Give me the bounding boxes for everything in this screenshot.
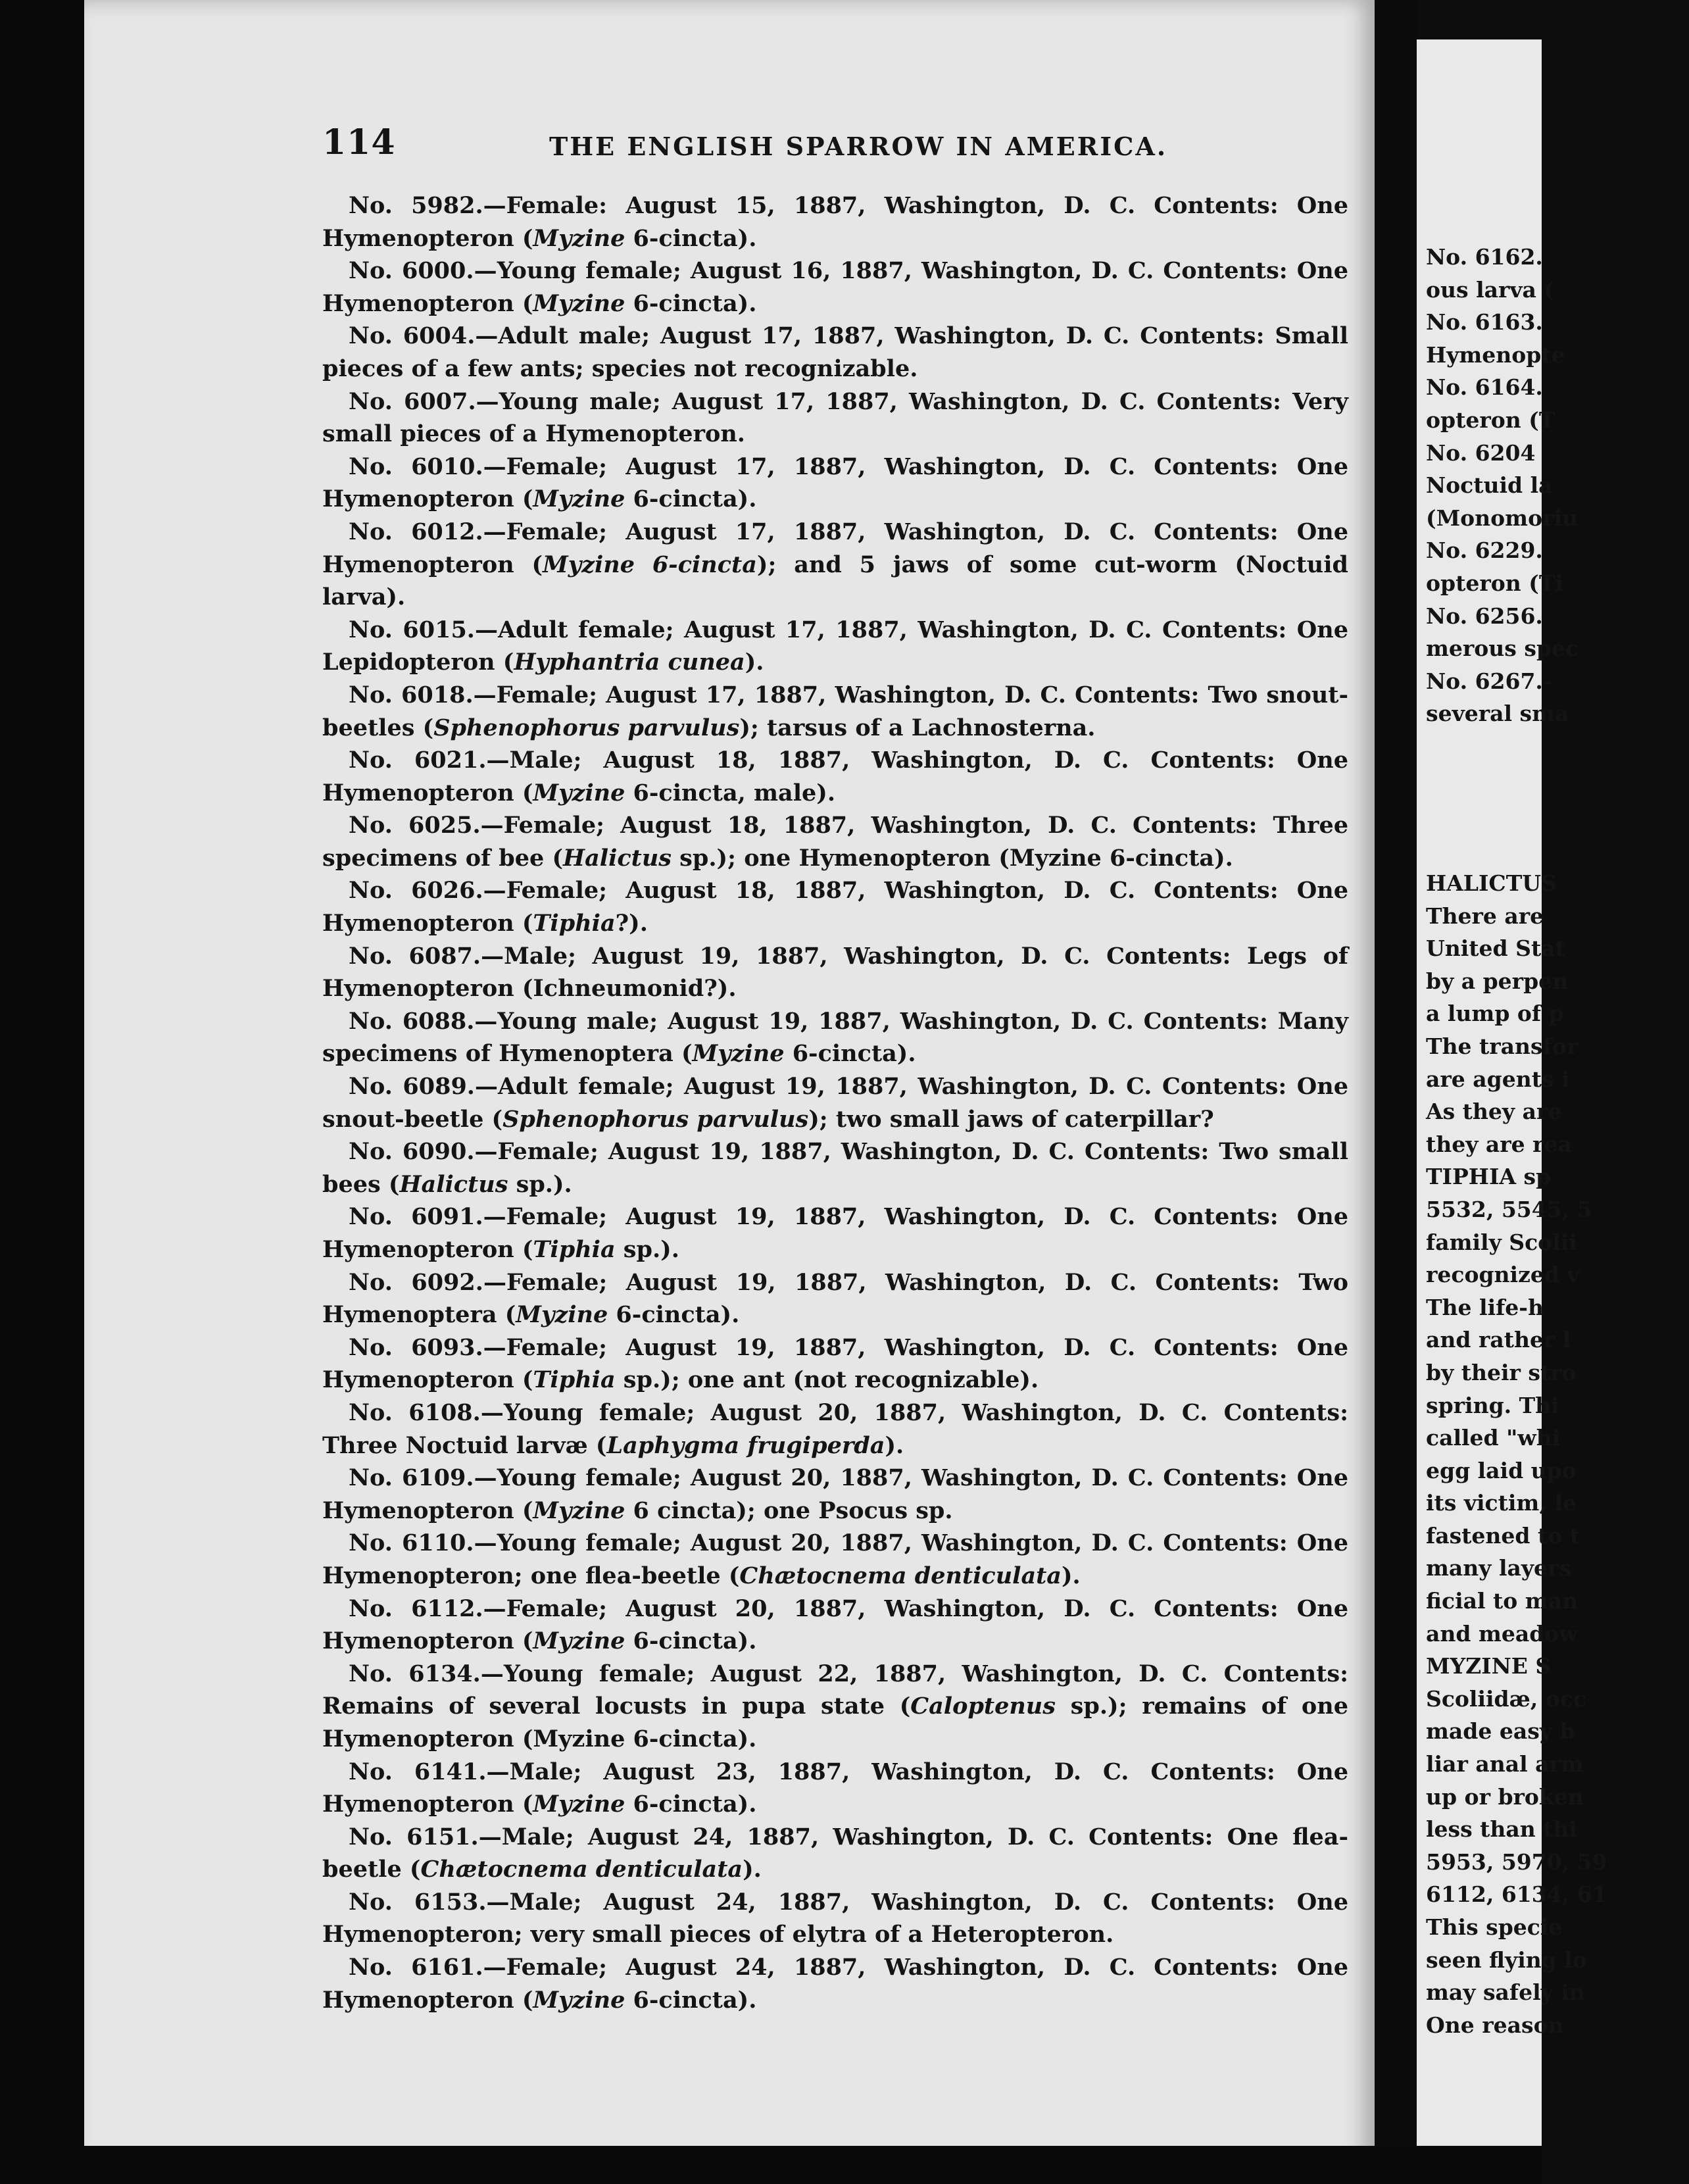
adjacent-line: No. 6204 [1426, 439, 1536, 466]
entry-text: No. 6134.—Young female; August 22, 1887, Washington, D. C. Contents: Remains of several locusts in pupa state ( [322, 1660, 1348, 1720]
adjacent-line: No. 6162. [1426, 244, 1543, 270]
adjacent-page [1417, 39, 1607, 2184]
specimen-entry [322, 1886, 1348, 1951]
page-header [322, 122, 1348, 175]
adjacent-line: The transfor [1426, 1033, 1579, 1059]
species-name: Tiphia [533, 1236, 616, 1263]
entry-text: No. 6161.—Female; August 24, 1887, Washington, D. C. Contents: One Hymenopteron ( [322, 1954, 1348, 2014]
entry-text: No. 6012.—Female; August 17, 1887, Washington, D. C. Contents: One Hymenopteron ( [322, 518, 1348, 578]
entry-text: No. 6093.—Female; August 19, 1887, Washington, D. C. Contents: One Hymenopteron ( [322, 1333, 1348, 1394]
entry-text: No. 5982.—Female: August 15, 1887, Washington, D. C. Contents: One Hymenopteron ( [322, 192, 1348, 252]
specimen-entry [322, 1070, 1348, 1135]
species-name: Myzine [516, 1301, 608, 1329]
book-gutter [1375, 0, 1417, 2184]
species-name: Myzine [533, 289, 625, 317]
species-name: Hyphantria cunea [514, 649, 745, 676]
adjacent-line: HALICTUS [1426, 870, 1557, 896]
adjacent-line: less than thi [1426, 1816, 1578, 1843]
entry-text-tail: ). [885, 1431, 904, 1459]
entry-text: No. 6141.—Male; August 23, 1887, Washington, D. C. Contents: One Hymenopteron ( [322, 1758, 1348, 1818]
entry-text: No. 6015.—Adult female; August 17, 1887, Washington, D. C. Contents: One Lepidopteron ( [322, 616, 1348, 676]
entry-text: No. 6007.—Young male; August 17, 1887, Washington, D. C. Contents: Very small pieces of a Hymenopteron. [322, 387, 1348, 448]
adjacent-line: and rather l [1426, 1327, 1571, 1353]
adjacent-line: 5953, 5970, 59 [1426, 1849, 1607, 1875]
entry-text: No. 6089.—Adult female; August 19, 1887, Washington, D. C. Contents: One snout-beetle ( [322, 1073, 1348, 1133]
species-name: Sphenophorus parvulus [433, 714, 740, 741]
entry-text-tail: sp.); one ant (not recognizable). [615, 1366, 1039, 1394]
adjacent-line: There are [1426, 903, 1544, 929]
specimen-entry [322, 1951, 1348, 2016]
species-name: Caloptenus [910, 1693, 1056, 1720]
species-name: Myzine [692, 1040, 785, 1068]
species-name: Tiphia [533, 1366, 616, 1394]
specimen-entry [322, 1527, 1348, 1592]
specimen-entry [322, 940, 1348, 1005]
specimen-entry [322, 614, 1348, 679]
specimen-list [322, 189, 1348, 2016]
adjacent-line: TIPHIA sp [1426, 1164, 1552, 1190]
specimen-entry [322, 255, 1348, 320]
adjacent-line: several sma [1426, 701, 1569, 727]
adjacent-line: No. 6267.- [1426, 668, 1552, 694]
specimen-entry [322, 1462, 1348, 1527]
entry-text-tail: ); tarsus of a Lachnosterna. [739, 714, 1096, 741]
entry-text-tail: ). [743, 1856, 762, 1883]
adjacent-line: may safely in [1426, 1979, 1585, 2006]
adjacent-line: Noctuid la [1426, 472, 1553, 499]
specimen-entry [322, 1821, 1348, 1886]
adjacent-line: merous spec [1426, 635, 1579, 662]
adjacent-line: One reason [1426, 2012, 1564, 2038]
entry-text-tail: ); two small jaws of caterpillar? [808, 1105, 1214, 1133]
specimen-entry [322, 1135, 1348, 1201]
entry-text: No. 6112.—Female; August 20, 1887, Washington, D. C. Contents: One Hymenopteron ( [322, 1595, 1348, 1655]
specimen-entry [322, 189, 1348, 255]
entry-text-tail: 6-cincta). [625, 485, 757, 513]
adjacent-line: family Scolii [1426, 1229, 1577, 1255]
adjacent-line: up or broken [1426, 1783, 1584, 1810]
adjacent-line: No. 6163. [1426, 309, 1543, 335]
adjacent-line: opteron (T [1426, 407, 1555, 433]
scan-left-border [0, 0, 84, 2184]
adjacent-line: No. 6164. [1426, 374, 1543, 401]
species-name: Sphenophorus parvulus [502, 1105, 809, 1133]
entry-text: No. 6153.—Male; August 24, 1887, Washington, D. C. Contents: One Hymenopteron; very small pieces of elytra of a Heteropteron. [322, 1888, 1348, 1948]
adjacent-line: fastened to t [1426, 1522, 1580, 1549]
entry-text: No. 6004.—Adult male; August 17, 1887, Washington, D. C. Contents: Small pieces of a few ants; species not recognizable. [322, 322, 1348, 382]
species-name: Myzine 6-cincta [543, 551, 757, 578]
entry-text-tail: ). [745, 649, 764, 676]
adjacent-line: United Stat [1426, 935, 1565, 962]
entry-text: No. 6092.—Female; August 19, 1887, Washington, D. C. Contents: Two Hymenoptera ( [322, 1268, 1348, 1329]
specimen-entry [322, 1658, 1348, 1756]
adjacent-line: they are rea [1426, 1131, 1572, 1157]
adjacent-line: ficial to man [1426, 1588, 1579, 1614]
species-name: Laphygma frugiperda [606, 1431, 885, 1459]
entry-text-tail: 6-cincta). [625, 1986, 757, 2014]
entry-text: No. 6088.—Young male; August 19, 1887, Washington, D. C. Contents: Many specimens of Hymenoptera ( [322, 1007, 1348, 1068]
species-name: Halictus [399, 1170, 508, 1198]
specimen-entry [322, 516, 1348, 614]
entry-text-tail: ); and 5 jaws of some cut-worm (Noctuid larva). [322, 551, 1348, 611]
entry-text-tail: 6-cincta). [625, 289, 757, 317]
entry-text-tail: sp.); one Hymenopteron (Myzine 6-cincta). [672, 844, 1233, 872]
entry-text-tail: 6-cincta). [784, 1040, 916, 1068]
entry-text: No. 6018.—Female; August 17, 1887, Washington, D. C. Contents: Two snout-beetles ( [322, 681, 1348, 741]
entry-text-tail: sp.); remains of one Hymenopteron (Myzine 6-cincta). [322, 1693, 1348, 1752]
species-name: Halictus [563, 844, 672, 872]
specimen-entry [322, 1756, 1348, 1821]
species-name: Myzine [533, 1627, 625, 1655]
species-name: Myzine [533, 779, 625, 807]
species-name: Myzine [533, 1986, 625, 2014]
specimen-entry [322, 451, 1348, 516]
entry-text: No. 6087.—Male; August 19, 1887, Washington, D. C. Contents: Legs of Hymenopteron (Ichneumonid?). [322, 942, 1348, 1003]
species-name: Myzine [533, 1791, 625, 1818]
specimen-entry [322, 809, 1348, 874]
page-number: 114 [322, 122, 396, 162]
adjacent-line: No. 6229. [1426, 537, 1543, 564]
entry-text: No. 6091.—Female; August 19, 1887, Washington, D. C. Contents: One Hymenopteron ( [322, 1203, 1348, 1263]
specimen-entry [322, 679, 1348, 744]
running-title: THE ENGLISH SPARROW IN AMERICA. [549, 132, 1168, 161]
entry-text-tail: 6-cincta, male). [625, 779, 836, 807]
entry-text: No. 6025.—Female; August 18, 1887, Washington, D. C. Contents: Three specimens of bee ( [322, 812, 1348, 872]
specimen-entry [322, 1005, 1348, 1070]
adjacent-line: 5532, 5545, 5 [1426, 1196, 1592, 1222]
entry-text-tail: 6-cincta). [608, 1301, 740, 1329]
adjacent-line: many layers [1426, 1555, 1572, 1581]
entry-text: No. 6026.—Female; August 18, 1887, Washington, D. C. Contents: One Hymenopteron ( [322, 877, 1348, 937]
entry-text: No. 6151.—Male; August 24, 1887, Washington, D. C. Contents: One flea-beetle ( [322, 1823, 1348, 1883]
species-name: Myzine [533, 485, 625, 513]
adjacent-line: spring. Thi [1426, 1392, 1559, 1418]
entry-text-tail: 6-cincta). [625, 224, 757, 252]
specimen-entry [322, 320, 1348, 385]
entry-text-tail: sp.). [508, 1170, 572, 1198]
specimen-entry [322, 1331, 1348, 1397]
specimen-entry [322, 874, 1348, 939]
scan-bottom-border [0, 2146, 1542, 2184]
specimen-entry [322, 744, 1348, 809]
entry-text: No. 6000.—Young female; August 16, 1887, Washington, D. C. Contents: One Hymenopteron ( [322, 257, 1348, 317]
adjacent-line: recognized v [1426, 1262, 1580, 1288]
adjacent-line: its victim, le [1426, 1490, 1577, 1516]
entry-text-tail: sp.). [615, 1236, 679, 1263]
adjacent-page-upper-text [1426, 241, 1689, 730]
adjacent-line: ous larva ( [1426, 276, 1555, 303]
adjacent-line: Hymenopte [1426, 341, 1565, 368]
adjacent-line: a lump of p [1426, 1001, 1564, 1027]
entry-text-tail: 6-cincta). [625, 1627, 757, 1655]
entry-text-tail: 6 cincta); one Psocus sp. [625, 1497, 953, 1524]
adjacent-line: are agents i [1426, 1066, 1570, 1092]
adjacent-line: 6112, 6134, 61 [1426, 1881, 1607, 1908]
species-name: Tiphia [533, 910, 616, 937]
adjacent-line: seen flying lo [1426, 1947, 1587, 1973]
species-name: Chætocnema denticulata [739, 1562, 1062, 1589]
species-name: Myzine [533, 224, 625, 252]
specimen-entry [322, 385, 1348, 451]
specimen-entry [322, 1201, 1348, 1266]
entry-text-tail: 6-cincta). [625, 1791, 757, 1818]
adjacent-line: Scoliidæ, occ [1426, 1685, 1586, 1712]
entry-text: No. 6110.—Young female; August 20, 1887, Washington, D. C. Contents: One Hymenopteron; one flea-beetle ( [322, 1529, 1348, 1589]
species-name: Chætocnema denticulata [420, 1856, 743, 1883]
adjacent-page-lower-text [1426, 867, 1689, 2041]
entry-text-tail: ). [1061, 1562, 1081, 1589]
entry-text: No. 6010.—Female; August 17, 1887, Washington, D. C. Contents: One Hymenopteron ( [322, 453, 1348, 513]
adjacent-line: This specie [1426, 1914, 1563, 1940]
specimen-entry [322, 1593, 1348, 1658]
entry-text: No. 6021.—Male; August 18, 1887, Washington, D. C. Contents: One Hymenopteron ( [322, 747, 1348, 807]
adjacent-line: The life-h [1426, 1294, 1544, 1320]
entry-text: No. 6090.—Female; August 19, 1887, Washington, D. C. Contents: Two small bees ( [322, 1138, 1348, 1198]
adjacent-line: called "whi [1426, 1425, 1561, 1451]
adjacent-line: made easy b [1426, 1718, 1575, 1745]
adjacent-line: egg laid upo [1426, 1457, 1577, 1483]
adjacent-line: (Monomoriu [1426, 505, 1578, 531]
species-name: Myzine [533, 1497, 625, 1524]
adjacent-line: by their stro [1426, 1359, 1577, 1385]
entry-text: No. 6108.—Young female; August 20, 1887, Washington, D. C. Contents: Three Noctuid larvæ ( [322, 1399, 1348, 1459]
entry-text: No. 6109.—Young female; August 20, 1887, Washington, D. C. Contents: One Hymenopteron ( [322, 1464, 1348, 1524]
adjacent-line: liar anal arm [1426, 1751, 1584, 1777]
adjacent-line: by a perpen [1426, 968, 1569, 994]
adjacent-line: opteron (Ti [1426, 570, 1563, 596]
adjacent-line: No. 6256. [1426, 603, 1543, 629]
adjacent-line: and meadow [1426, 1620, 1578, 1647]
entry-text-tail: ?). [615, 910, 648, 937]
specimen-entry [322, 1397, 1348, 1462]
adjacent-line: MYZINE S [1426, 1653, 1552, 1679]
specimen-entry [322, 1266, 1348, 1331]
adjacent-line: As they are [1426, 1099, 1562, 1125]
